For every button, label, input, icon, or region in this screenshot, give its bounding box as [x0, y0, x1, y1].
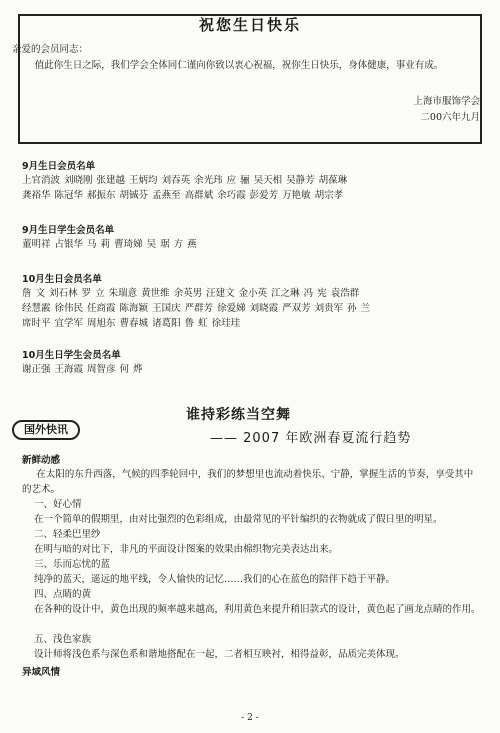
member-name: 徐伟民 — [54, 303, 84, 314]
member-name: 刘吞英 — [161, 175, 191, 186]
member-name: 上官消波 — [22, 175, 61, 186]
member-name: 应 — [226, 175, 237, 186]
member-name: 谢正强 — [22, 364, 51, 375]
member-name: 席时平 — [22, 318, 51, 329]
member-name: 方 — [173, 239, 184, 250]
member-name: 董明祥 — [22, 239, 51, 250]
member-name: 刘晓霞 — [249, 303, 279, 314]
member-name: 宪 — [317, 288, 327, 299]
list-title: 9月生日学生会员名单 — [22, 225, 115, 236]
member-name: 高群斌 — [184, 190, 214, 201]
member-name: 曹春城 — [119, 318, 149, 329]
member-name: 江之琳 — [271, 288, 300, 299]
news-badge: 国外快讯 — [12, 420, 80, 440]
member-name: 冯 — [303, 288, 314, 299]
member-name: 鲁 — [184, 318, 195, 329]
member-name: 徐珪珪 — [211, 318, 241, 329]
member-name: 郝振东 — [87, 190, 116, 201]
member-name: 文 — [35, 288, 46, 299]
member-name: 胡宗孝 — [314, 190, 344, 201]
member-name: 莉 — [100, 239, 111, 250]
member-name: 汪建文 — [206, 288, 235, 299]
list-row — [22, 173, 351, 188]
member-name: 徐爱娣 — [217, 303, 246, 314]
member-name: 周智彦 — [87, 364, 116, 375]
greeting-org: 上海市服饰学会 — [413, 96, 480, 107]
member-name: 虹 — [198, 318, 208, 329]
member-name: 孙 — [347, 303, 357, 314]
member-name: 詹 — [22, 288, 32, 299]
section-heading: 异域风情 — [22, 667, 61, 678]
member-name: 余巧霞 — [217, 190, 246, 201]
article-headline: 谁持彩练当空舞 — [186, 407, 291, 423]
item-text: 设计师将浅色系与深色系和谐地搭配在一起，二者相互映衬，相得益彰，品质完美体现。 — [34, 649, 405, 660]
member-name: 胡铖芬 — [119, 190, 149, 201]
member-name: 王炳均 — [129, 175, 158, 186]
member-name: 任商霞 — [87, 303, 116, 314]
member-name: 万艳敏 — [282, 190, 311, 201]
greeting-title: 祝您生日快乐 — [198, 16, 301, 34]
item-heading: 二、轻柔巴里纱 — [34, 529, 101, 540]
greeting-date: 二00六年九月 — [420, 112, 480, 123]
member-name: 周旭东 — [87, 318, 116, 329]
member-name: 何 — [119, 364, 130, 375]
member-name: 黄世维 — [141, 288, 170, 299]
member-name: 曹琦娣 — [114, 239, 143, 250]
member-name: 经慧霰 — [22, 303, 51, 314]
item-heading: 四、点睛的黄 — [34, 589, 92, 600]
member-name: 吴天相 — [253, 175, 283, 186]
member-name: 袁浩群 — [330, 288, 360, 299]
item-text: 在各种的设计中，黄色出现的频率越来越高，利用黄色来提升稍旧款式的设计，黄色起了画龙点睛的作用。 — [34, 604, 481, 615]
list-title: 10月生日学生会员名单 — [22, 350, 121, 361]
intro-paragraph: 在太阳的东升西落，气候的四季轮回中，我们的梦想里也流动着快乐、宁静，掌握生活的节奏，享受其中的艺术。 — [22, 469, 474, 495]
member-name: 孟燕至 — [152, 190, 181, 201]
member-name: 刘贵军 — [314, 303, 344, 314]
list-row — [22, 316, 244, 331]
list-row — [22, 362, 147, 377]
member-name: 余英男 — [173, 288, 203, 299]
member-name: 燕 — [187, 239, 197, 250]
member-name: 立 — [95, 288, 105, 299]
member-name: 马 — [87, 239, 97, 250]
member-name: 琚 — [160, 239, 170, 250]
member-name: 胡葆琳 — [318, 175, 348, 186]
list-title: 9月生日会员名单 — [22, 161, 96, 172]
greeting-body: 值此你生日之际，我们学会全体同仁谨向你致以衷心祝福，祝你生日快乐，身体健康，事业有成。 — [34, 60, 444, 71]
item-heading: 一、好心情 — [34, 499, 82, 510]
member-name: 骊 — [240, 175, 250, 186]
member-name: 吴 — [146, 239, 157, 250]
greeting-salutation: 亲爱的会员同志： — [12, 44, 89, 55]
member-name: 严双芳 — [282, 303, 311, 314]
item-heading: 五、浅色家族 — [34, 634, 92, 645]
list-title: 10月生日会员名单 — [22, 274, 102, 285]
member-name: 张建越 — [96, 175, 126, 186]
member-name: 彭爱芳 — [249, 190, 279, 201]
list-row — [22, 188, 347, 203]
section-heading: 新鲜动感 — [22, 455, 61, 466]
member-name: 王海霞 — [54, 364, 84, 375]
member-name: 金小英 — [238, 288, 268, 299]
member-name: 陈海颖 — [119, 303, 149, 314]
member-name: 刘石林 — [49, 288, 78, 299]
member-name: 烨 — [133, 364, 143, 375]
item-text: 在明与暗的对比下，非凡的平面设计图案的效果由棉织物完美表达出来。 — [34, 544, 339, 555]
member-name: 兰 — [360, 303, 371, 314]
article-subheadline: —— 2007 年欧洲春夏流行趋势 — [210, 431, 412, 446]
page-number: - 2 - — [241, 713, 259, 723]
member-name: 罗 — [81, 288, 92, 299]
member-name: 吴静芳 — [286, 175, 315, 186]
member-name: 严群芳 — [184, 303, 214, 314]
list-row — [22, 237, 201, 252]
item-text: 纯净的蓝天，遥远的地平线，令人愉快的记忆……我们的心在蓝色的陪伴下趋于平静。 — [34, 574, 396, 585]
item-text: 在一个简单的假期里，由对比强烈的色彩组成，由最常见的平针编织的衣物就成了假日里的明星。 — [34, 514, 443, 525]
list-row — [22, 301, 374, 316]
member-name: 刘晓刚 — [64, 175, 93, 186]
member-name: 诸葛阳 — [152, 318, 181, 329]
member-name: 朱瑞意 — [108, 288, 138, 299]
list-row — [22, 286, 363, 301]
member-name: 王国庆 — [152, 303, 181, 314]
member-name: 龚裕华 — [22, 190, 51, 201]
member-name: 余光玮 — [194, 175, 223, 186]
item-heading: 三、乐而忘忧的蓝 — [34, 559, 111, 570]
member-name: 陈冠华 — [54, 190, 84, 201]
member-name: 宜学军 — [54, 318, 84, 329]
member-name: 占银华 — [54, 239, 84, 250]
